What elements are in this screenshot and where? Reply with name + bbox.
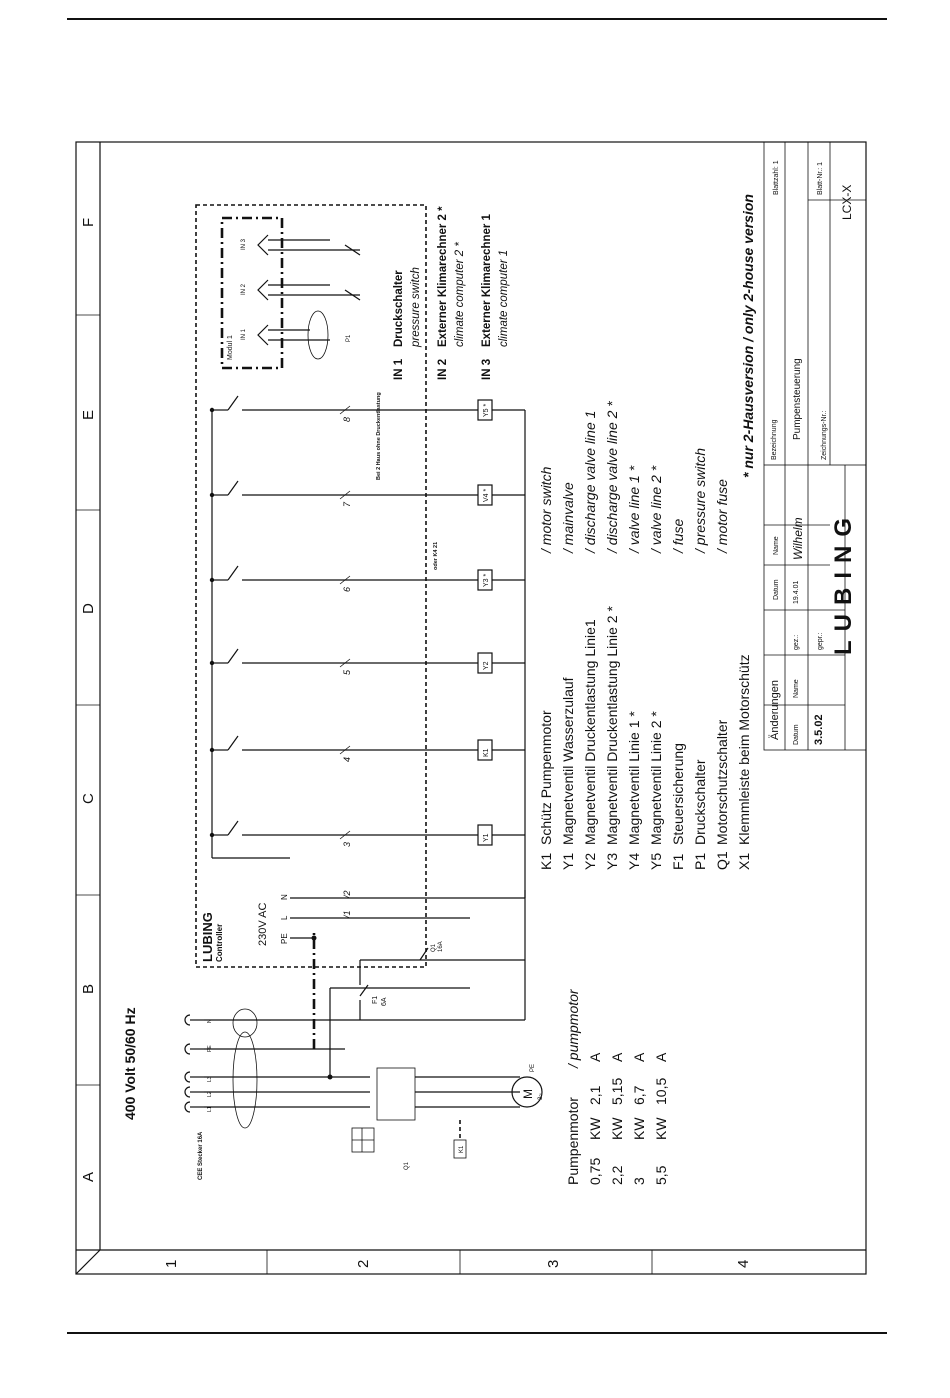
legend-de-X1: Klemmleiste beim Motorschütz — [736, 654, 752, 845]
wire-8: 8 — [342, 416, 352, 422]
legend-code-F1: F1 — [670, 853, 686, 870]
controller-box — [196, 205, 426, 967]
q1-aux-label: Q1 — [431, 943, 437, 952]
in1-de: Druckschalter — [393, 270, 405, 347]
motor-table-heading-en: / pumpmotor — [565, 989, 581, 1068]
component-legend — [538, 401, 752, 870]
legend-de-Y5: Magnetventil Linie 2 * — [648, 711, 664, 845]
motor-table — [587, 1052, 669, 1185]
motor-sub: 3~ — [538, 1093, 544, 1100]
motor-amps-2: 6,7 — [631, 1085, 647, 1105]
coil-label-2: K1 — [483, 748, 490, 757]
module-in1: IN 1 — [241, 328, 247, 340]
wire-6: 6 — [342, 586, 352, 592]
row-label-3: 3 — [545, 1259, 562, 1268]
row-label-2: 2 — [355, 1259, 372, 1268]
in3-de: Externer Klimarechner 1 — [481, 214, 493, 347]
controller-brand: LUBING — [200, 912, 215, 962]
tb-gez: gez.: — [793, 634, 800, 650]
tb-signature: Wilhelm — [791, 517, 805, 560]
tb-bezeichnung: Bezeichnung — [771, 419, 778, 460]
motor-table-heading-de: Pumpenmotor — [565, 1097, 581, 1185]
legend-de-Q1: Motorschutzschalter — [714, 719, 730, 845]
module-in3: IN 3 — [241, 238, 247, 250]
q1-label: Q1 — [404, 1161, 410, 1170]
in2-de: Externer Klimarechner 2 * — [437, 206, 449, 347]
controller-voltage: 230V AC — [257, 902, 269, 946]
term-l2: L2 — [207, 1091, 213, 1097]
q1-aux-rating: 16A — [438, 941, 444, 952]
cable-ellipse — [233, 1032, 257, 1128]
p1-label: P1 — [346, 334, 352, 342]
term-l1: L1 — [207, 1106, 213, 1112]
row-label-4: 4 — [735, 1259, 752, 1268]
legend-en-Y1: / mainvalve — [560, 482, 576, 553]
ctrl-term-pe: PE — [280, 933, 289, 944]
legend-code-Y5: Y5 — [648, 852, 664, 870]
row-label-1: 1 — [163, 1259, 180, 1268]
in1-en: pressure switch — [410, 267, 422, 347]
motor-amps-3: 10,5 — [653, 1077, 669, 1105]
motor-unit-0: KW — [587, 1117, 603, 1140]
plug-label: CEE Stecker 16A — [198, 1131, 204, 1180]
col-label-d: D — [80, 603, 97, 614]
tb-blattzahl: Blattzahl: 1 — [773, 160, 780, 195]
wire-7: 7 — [342, 501, 352, 507]
f1-label: F1 — [372, 995, 379, 1004]
legend-en-Y4: / valve line 1 * — [626, 465, 642, 553]
coil-label-1: Y1 — [483, 833, 490, 842]
title-block — [764, 142, 866, 750]
coil-label-3: Y2 — [483, 661, 490, 670]
motor-amps-1: 5,15 — [609, 1077, 625, 1105]
f1-rating: 6A — [381, 997, 388, 1006]
motor-kw-1: 2,2 — [609, 1165, 625, 1185]
wire-2: /2 — [342, 890, 352, 898]
legend-en-Y2: / discharge valve line 1 — [582, 410, 598, 553]
motor-unit-3: KW — [653, 1117, 669, 1140]
ctrl-term-l: L — [280, 915, 289, 920]
supply-title: 400 Volt 50/60 Hz — [122, 1007, 138, 1120]
legend-en-F1: / fuse — [670, 518, 686, 553]
col-label-f: F — [80, 217, 97, 227]
legend-code-Y1: Y1 — [560, 852, 576, 870]
legend-code-Y4: Y4 — [626, 852, 642, 870]
wire-5: 5 — [342, 669, 352, 675]
legend-code-Y2: Y2 — [582, 852, 598, 870]
tb-change-date: 3.5.02 — [813, 714, 825, 745]
tb-gepr: gepr.: — [817, 632, 824, 650]
legend-de-F1: Steuersicherung — [670, 743, 686, 845]
legend-code-Q1: Q1 — [714, 851, 730, 870]
tb-drawn-date: 19.4.01 — [793, 580, 800, 604]
module-in2: IN 2 — [241, 283, 247, 295]
legend-de-Y3: Magnetventil Druckentlastung Linie 2 * — [604, 606, 620, 845]
plug-pins — [185, 1015, 204, 1112]
tb-blattnr: Blatt-Nr.: 1 — [817, 161, 824, 195]
tb-name-2: Name — [773, 536, 780, 555]
legend-de-Y4: Magnetventil Linie 1 * — [626, 711, 642, 845]
motor-pe: PE — [530, 1063, 536, 1072]
controller-name: Controller — [215, 923, 224, 962]
legend-code-X1: X1 — [736, 852, 752, 870]
legend-code-P1: P1 — [692, 852, 708, 870]
output-branches — [210, 396, 525, 898]
k1-coil-label: K1 — [459, 1145, 465, 1153]
legend-en-Y5: / valve line 2 * — [648, 465, 664, 553]
wire-1: /1 — [342, 910, 352, 918]
motor-a-1: A — [609, 1052, 625, 1062]
legend-en-P1: / pressure switch — [692, 447, 708, 553]
term-pe: PE — [207, 1045, 213, 1052]
term-l3: L3 — [207, 1076, 213, 1082]
in2-code: IN 2 — [437, 358, 449, 380]
term-n: N — [207, 1019, 213, 1023]
legend-en-Q1: / motor fuse — [714, 479, 730, 553]
legend-de-P1: Druckschalter — [692, 759, 708, 845]
motor-a-3: A — [653, 1052, 669, 1062]
tb-datum-2: Datum — [773, 579, 780, 600]
in1-code: IN 1 — [393, 358, 405, 380]
wire-4: 4 — [342, 756, 352, 762]
tb-aenderungen: Änderungen — [769, 680, 781, 740]
col-label-e: E — [80, 409, 97, 420]
tb-drawing-no: LCX-X — [840, 184, 854, 220]
motor-kw-2: 3 — [631, 1177, 647, 1185]
footnote: * nur 2-Hausversion / only 2-house version — [740, 194, 756, 478]
tb-name: Name — [793, 679, 800, 698]
ctrl-term-n: N — [280, 894, 289, 900]
in3-en: climate computer 1 — [498, 249, 510, 347]
col-label-b: B — [80, 983, 97, 994]
note-oder: oder K4 21 — [433, 541, 439, 570]
legend-code-Y3: Y3 — [604, 852, 620, 870]
q1-breaker — [377, 1068, 415, 1120]
coil-label-5: V4 * — [483, 488, 490, 502]
coil-label-4: Y3 * — [483, 573, 490, 587]
tb-title: Pumpensteuerung — [792, 358, 803, 440]
legend-en-Y3: / discharge valve line 2 * — [604, 401, 620, 553]
motor-unit-2: KW — [631, 1117, 647, 1140]
legend-de-K1: Schütz Pumpenmotor — [538, 710, 554, 845]
tb-company: LUBING — [830, 509, 857, 655]
motor-unit-1: KW — [609, 1117, 625, 1140]
in2-en: climate computer 2 * — [454, 242, 466, 347]
wire-3: 3 — [342, 841, 352, 847]
module-title: Modul 1 — [227, 335, 234, 360]
legend-de-Y1: Magnetventil Wasserzulauf — [560, 677, 576, 845]
tb-datum: Datum — [793, 724, 800, 745]
motor-a-0: A — [587, 1052, 603, 1062]
motor-kw-3: 5,5 — [653, 1165, 669, 1185]
legend-de-Y2: Magnetventil Druckentlastung Linie1 — [582, 619, 598, 845]
col-label-c: C — [80, 793, 97, 804]
motor-label: M — [521, 1089, 535, 1099]
coil-label-6: Y5 * — [483, 403, 490, 417]
motor-kw-0: 0,75 — [587, 1157, 603, 1185]
col-label-a: A — [80, 1171, 97, 1182]
note-bei: Bei 2 Haus ohne Druckentlastung — [376, 392, 382, 480]
tb-zeichnungsnr: Zeichnungs-Nr.: — [821, 410, 828, 460]
motor-amps-0: 2,1 — [587, 1085, 603, 1105]
legend-code-K1: K1 — [538, 852, 554, 870]
legend-en-K1: / motor switch — [538, 466, 554, 553]
motor-a-2: A — [631, 1052, 647, 1062]
in3-code: IN 3 — [481, 358, 493, 380]
